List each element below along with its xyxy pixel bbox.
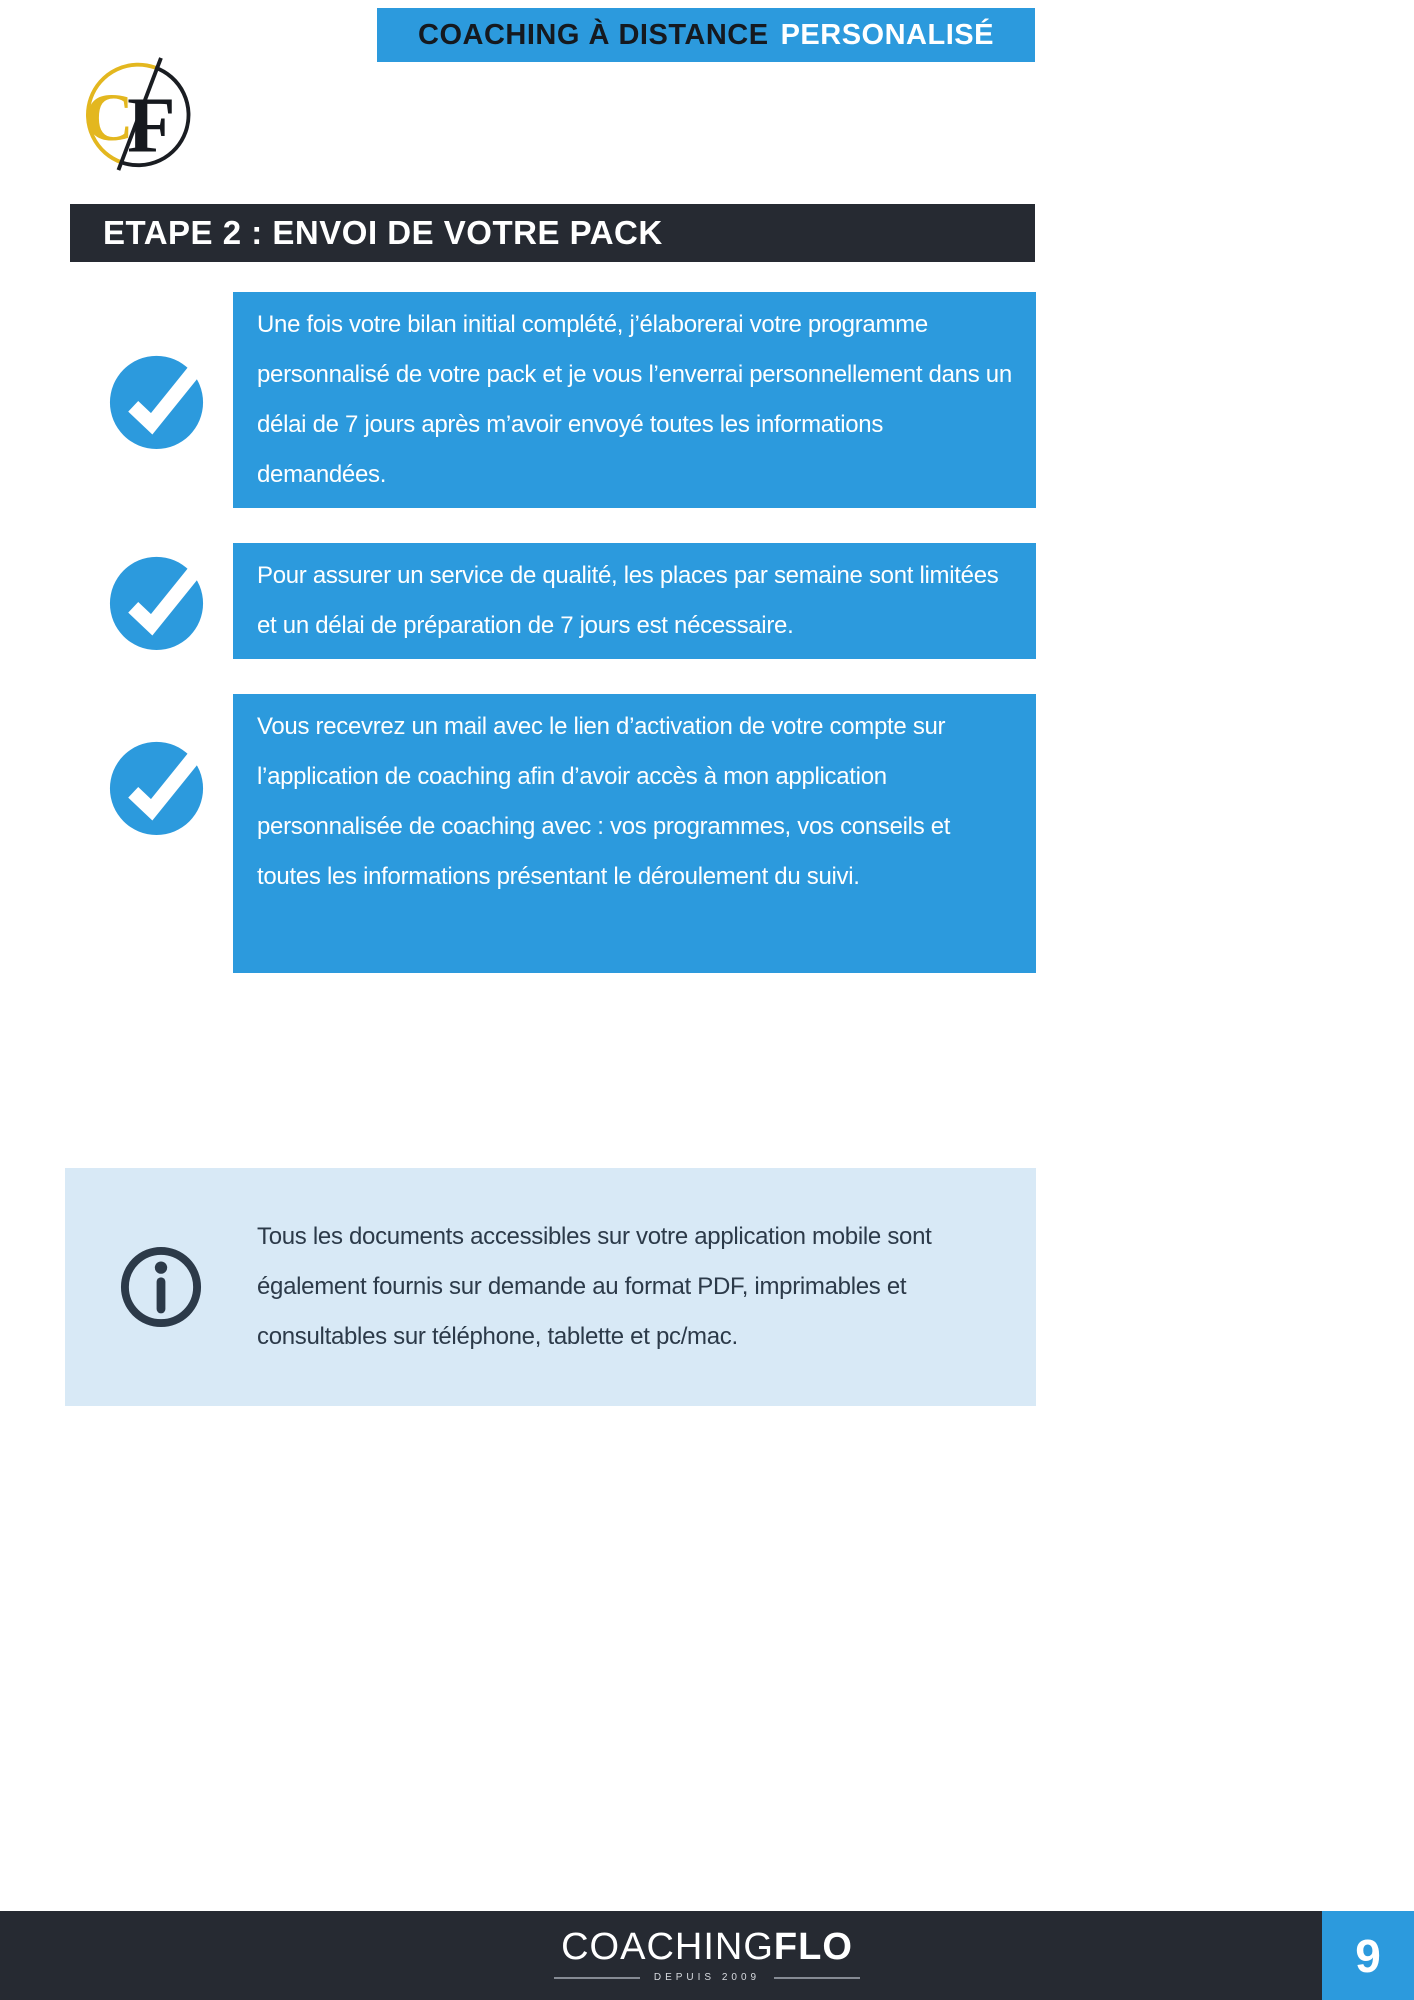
footer-brand-bold: FLO [773,1926,853,1968]
header-title-dark: COACHING À DISTANCE [418,18,769,51]
page-number-badge [1322,1911,1414,2000]
page-footer [0,1911,1414,2000]
section-banner-title: ETAPE 2 : ENVOI DE VOTRE PACK [103,214,663,251]
info-note [65,1168,1036,1406]
footer-tagline: DEPUIS 2009 [653,1972,761,1983]
logo-letter-c: C [84,80,134,156]
check-circle-icon [108,352,205,449]
info-note-text: Tous les documents accessibles sur votre application mobile sont également fournis sur demande au format PDF, imprimables et consultables sur téléphone, tablette et pc/mac. [257,1223,932,1350]
page-header-banner [377,8,1035,62]
check-circle-icon [108,738,205,835]
info-icon [117,1243,205,1331]
header-title-light: PERSONALISÉ [780,18,994,51]
tagline-rule-left [554,1977,640,1979]
steps-list [80,292,1036,1008]
step-item [80,292,1036,508]
tagline-rule-right [774,1977,860,1979]
step-item [80,543,1036,659]
section-banner [70,204,1035,262]
step-text-box: Vous recevrez un mail avec le lien d’activation de votre compte sur l’application de coaching afin d’avoir accès à mon application personnalisée de coaching avec : vos programmes, vos conseils et toutes les informations présentant le déroulement du suivi. [233,694,1036,973]
step-text-box: Pour assurer un service de qualité, les places par semaine sont limitées et un délai de préparation de 7 jours est nécessaire. [233,543,1036,659]
footer-brand-regular: COACHING [561,1926,774,1968]
footer-brand [561,1928,853,1966]
step-item [80,694,1036,973]
logo-letter-f: F [127,81,176,170]
step-text-box: Une fois votre bilan initial complété, j’élaborerai votre programme personnalisé de votre pack et je vous l’enverrai personnellement dans un délai de 7 jours après m’avoir envoyé toutes les informations demandées. [233,292,1036,508]
page-number: 9 [1355,1929,1381,1982]
check-circle-icon [108,553,205,650]
coachingflo-logo-icon [73,55,189,171]
